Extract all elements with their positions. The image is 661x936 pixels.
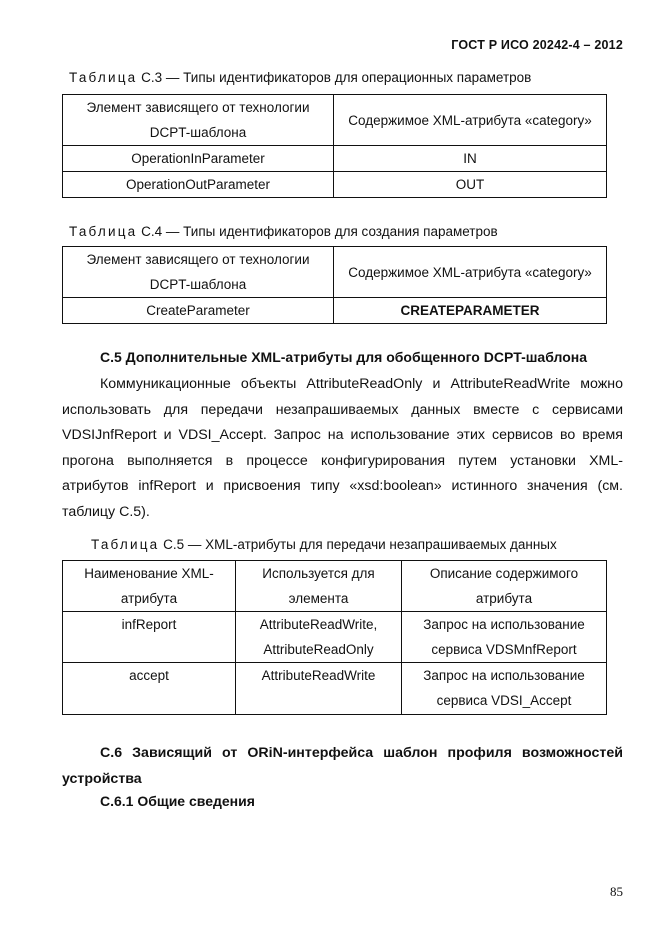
page-number: 85 <box>610 884 623 899</box>
header-line: DCPT-шаблона <box>149 125 247 140</box>
caption-text: С.4 — Типы идентификаторов для создания параметров <box>141 224 498 239</box>
section-c6-heading <box>62 740 623 792</box>
table-cell <box>63 663 236 715</box>
table-row <box>63 146 607 172</box>
paragraph-line: атрибутов infReport и присвоения типу «xsd:boolean» истинного значения (см. <box>62 478 623 494</box>
table-row <box>63 172 607 198</box>
table-header-cell <box>63 247 334 298</box>
cell-line: сервиса VDSI_Accept <box>436 693 572 708</box>
cell-line: сервиса VDSMnfReport <box>431 642 577 657</box>
table-header-cell: Содержимое XML-атрибута «category» <box>334 95 607 146</box>
header-line: Описание содержимого <box>429 566 579 581</box>
table-header-cell <box>63 561 236 612</box>
cell-line: AttributeReadOnly <box>263 642 374 657</box>
cell-line: AttributeReadWrite <box>261 668 376 683</box>
table-c3 <box>62 94 607 198</box>
paragraph-line: Коммуникационные объекты AttributeReadOnly и AttributeReadWrite можно <box>100 376 623 392</box>
table-c5-caption <box>91 537 557 552</box>
table-cell: CREATEPARAMETER <box>334 298 607 324</box>
table-c4-caption <box>69 224 498 239</box>
header-line: элемента <box>288 591 349 606</box>
paragraph-line: использовать для передачи незапрашиваемых данных вместе с сервисами <box>62 401 623 418</box>
section-c5-heading: С.5 Дополнительные XML-атрибуты для обобщенного DCPT-шаблона <box>100 349 587 365</box>
header-line: атрибута <box>475 591 533 606</box>
table-row <box>63 298 607 324</box>
cell-line: Запрос на использование <box>423 617 585 632</box>
table-c4 <box>62 246 607 324</box>
caption-text: С.3 — Типы идентификаторов для операционных параметров <box>141 70 532 85</box>
header-line: DCPT-шаблона <box>149 277 247 292</box>
table-cell <box>236 663 402 715</box>
table-cell <box>236 612 402 663</box>
heading-line: устройства <box>62 771 142 787</box>
paragraph-line: VDSIJnfReport и VDSI_Accept. Запрос на использование этих сервисов во время <box>62 427 623 443</box>
caption-word: Таблица <box>91 537 160 552</box>
table-cell: IN <box>334 146 607 172</box>
section-c5-paragraph <box>62 372 623 525</box>
table-cell <box>402 663 607 715</box>
header-line: атрибута <box>120 591 178 606</box>
table-row <box>63 663 607 715</box>
caption-text: С.5 — XML-атрибуты для передачи незапрашиваемых данных <box>163 537 557 552</box>
table-cell: OperationInParameter <box>63 146 334 172</box>
document-number: ГОСТ Р ИСО 20242-4 – 2012 <box>451 38 623 52</box>
cell-line: infReport <box>121 617 177 632</box>
header-line: Наименование XML- <box>84 566 214 581</box>
table-c5 <box>62 560 607 715</box>
caption-word: Таблица <box>69 70 138 85</box>
subsection-c6-1-heading: С.6.1 Общие сведения <box>100 793 255 809</box>
caption-word: Таблица <box>69 224 138 239</box>
table-c3-caption <box>69 70 531 85</box>
heading-line: С.6 Зависящий от ORiN-интерфейса шаблон профиля возможностей <box>100 745 623 761</box>
table-cell: CreateParameter <box>63 298 334 324</box>
paragraph-line: таблицу С.5). <box>62 503 150 520</box>
table-header-cell <box>63 95 334 146</box>
table-header-cell: Содержимое XML-атрибута «category» <box>334 247 607 298</box>
table-cell: OUT <box>334 172 607 198</box>
table-header-cell <box>236 561 402 612</box>
cell-line: AttributeReadWrite, <box>259 617 378 632</box>
table-cell <box>402 612 607 663</box>
table-header-cell <box>402 561 607 612</box>
header-line: Элемент зависящего от технологии <box>86 100 310 115</box>
cell-line: accept <box>129 668 169 683</box>
table-cell <box>63 612 236 663</box>
paragraph-line: прогона выполняется в процессе конфигурирования путем установки XML- <box>62 452 623 469</box>
table-row <box>63 612 607 663</box>
cell-line: Запрос на использование <box>423 668 585 683</box>
table-cell: OperationOutParameter <box>63 172 334 198</box>
header-line: Используется для <box>262 566 375 581</box>
header-line: Элемент зависящего от технологии <box>86 252 310 267</box>
